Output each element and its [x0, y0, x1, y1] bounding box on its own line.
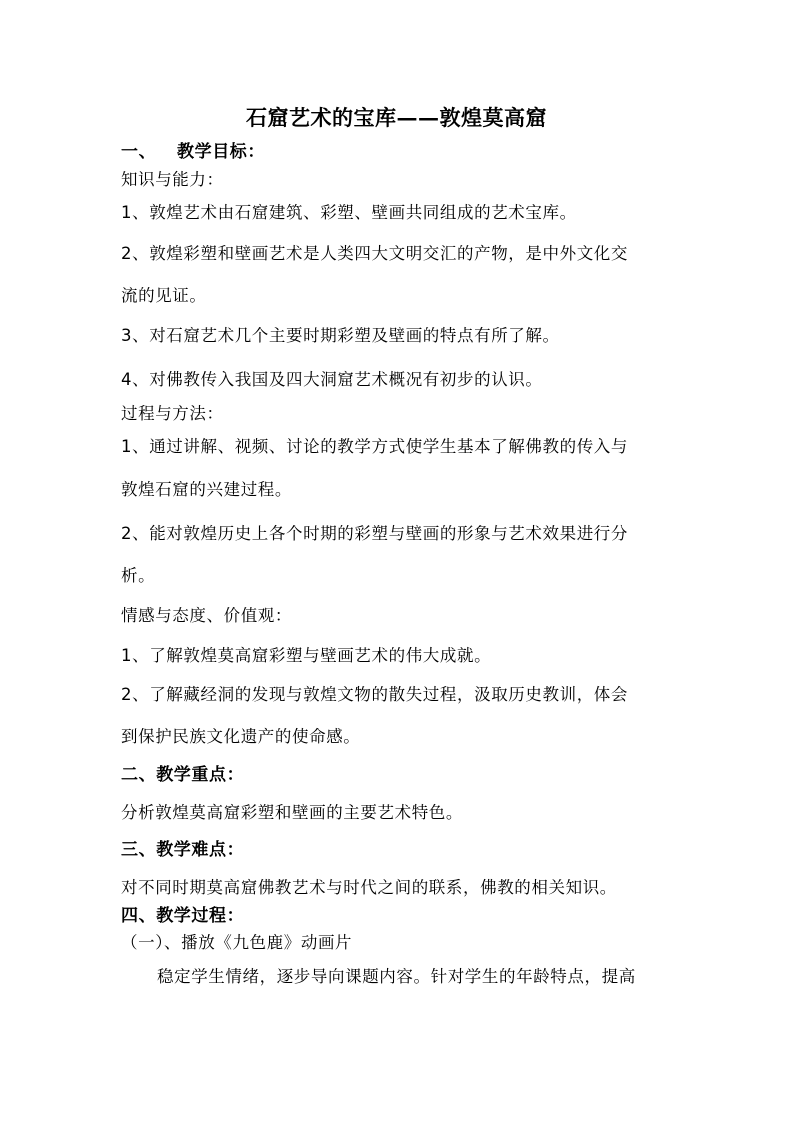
subsection-knowledge-label: 知识与能力： — [121, 170, 224, 189]
step-1-text: 稳定学生情绪，逐步导向课题内容。针对学生的年龄特点，提高 — [157, 967, 636, 986]
knowledge-item-4: 4、对佛教传入我国及四大洞窟艺术概况有初步的认识。 — [121, 370, 543, 389]
process-item-1: 1、通过讲解、视频、讨论的教学方式使学生基本了解佛教的传入与 — [121, 437, 628, 456]
process-item-2-cont: 析。 — [121, 566, 156, 585]
section-2-text: 分析敦煌莫高窟彩塑和壁画的主要艺术特色。 — [121, 803, 463, 822]
attitude-item-2-cont: 到保护民族文化遗产的使命感。 — [121, 727, 361, 746]
subsection-process-label: 过程与方法： — [121, 404, 224, 423]
section-1-number: 一、 — [121, 142, 157, 162]
knowledge-item-1: 1、敦煌艺术由石窟建筑、彩塑、壁画共同组成的艺术宝库。 — [121, 203, 577, 222]
section-1-title: 教学目标： — [177, 142, 265, 162]
knowledge-item-2: 2、敦煌彩塑和壁画艺术是人类四大文明交汇的产物，是中外文化交 — [121, 244, 628, 263]
section-3-text: 对不同时期莫高窟佛教艺术与时代之间的联系，佛教的相关知识。 — [121, 878, 617, 897]
section-1-heading — [121, 141, 265, 163]
document-title: 石窟艺术的宝库——敦煌莫高窟 — [246, 105, 547, 130]
section-3-heading: 三、教学难点： — [121, 840, 245, 860]
subsection-attitude-label: 情感与态度、价值观： — [121, 606, 292, 625]
process-item-1-cont: 敦煌石窟的兴建过程。 — [121, 480, 292, 499]
knowledge-item-2-cont: 流的见证。 — [121, 286, 207, 305]
knowledge-item-3: 3、对石窟艺术几个主要时期彩塑及壁画的特点有所了解。 — [121, 326, 560, 345]
section-2-heading: 二、教学重点： — [121, 765, 245, 785]
step-1-title: （一）、播放《九色鹿》动画片 — [121, 933, 353, 952]
process-item-2: 2、能对敦煌历史上各个时期的彩塑与壁画的形象与艺术效果进行分 — [121, 524, 628, 543]
attitude-item-2: 2、了解藏经洞的发现与敦煌文物的散失过程，汲取历史教训，体会 — [121, 685, 628, 704]
section-4-heading: 四、教学过程： — [121, 906, 245, 926]
attitude-item-1: 1、了解敦煌莫高窟彩塑与壁画艺术的伟大成就。 — [121, 646, 492, 665]
